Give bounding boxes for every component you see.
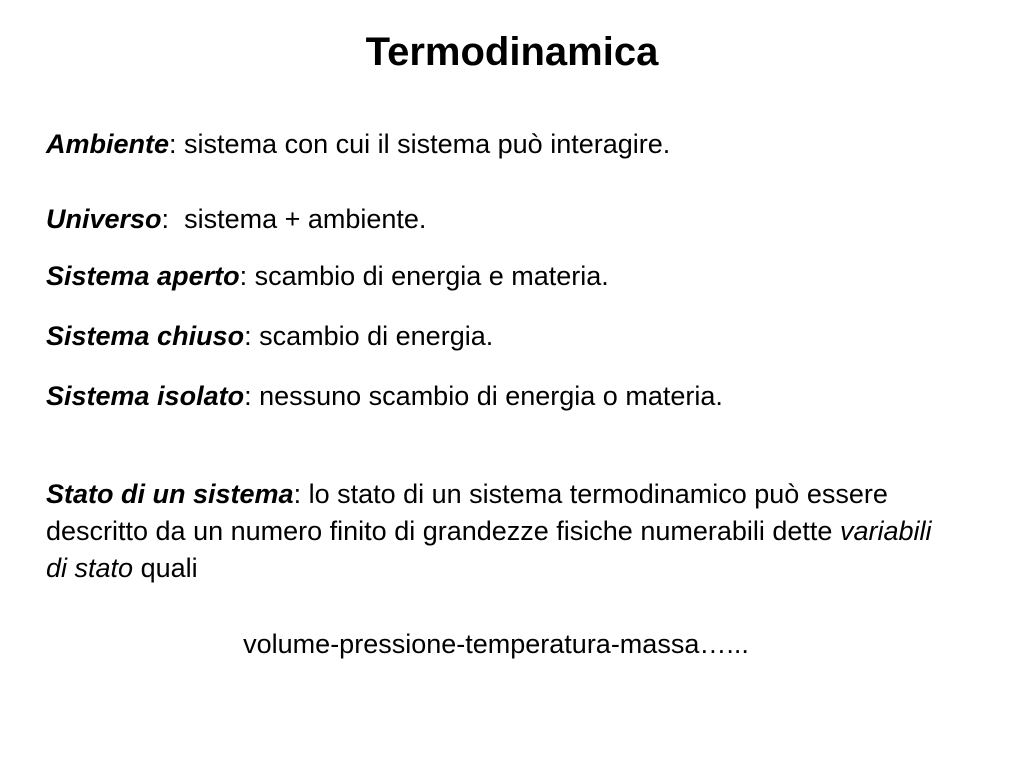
definition-separator: : xyxy=(169,129,177,159)
definition-separator: : xyxy=(244,381,252,411)
definition-text-end: quali xyxy=(133,553,198,583)
definition-term: Universo xyxy=(46,204,162,234)
italic-phrase: variabili di stato xyxy=(46,516,932,583)
definition-separator: : xyxy=(161,204,170,234)
slide-title: Termodinamica xyxy=(365,30,659,74)
definition-ambiente xyxy=(46,127,670,161)
definition-sistema-chiuso xyxy=(46,319,493,353)
definition-text: lo stato di un sistema termodinamico può essere descritto da un numero finito di grandezze fisiche numerabili dette xyxy=(46,479,888,546)
definition-stato-di-un-sistema xyxy=(46,476,946,587)
definition-term: Sistema aperto xyxy=(46,261,240,291)
state-variables-line: volume-pressione-temperatura-massa…... xyxy=(243,629,749,659)
definition-separator: : xyxy=(293,479,302,509)
definition-term: Sistema isolato xyxy=(46,381,245,411)
definition-text: sistema con cui il sistema può interagire. xyxy=(176,129,671,159)
definition-term: Ambiente xyxy=(46,129,170,159)
definition-term: Sistema chiuso xyxy=(46,321,245,351)
definition-term: Stato di un sistema xyxy=(46,479,294,509)
definition-text: scambio di energia. xyxy=(251,321,494,351)
definition-separator: : xyxy=(244,321,252,351)
definition-universo xyxy=(46,202,426,236)
definition-separator: : xyxy=(239,261,248,291)
definition-sistema-aperto xyxy=(46,259,609,293)
definition-text: nessuno scambio di energia o materia. xyxy=(251,381,723,411)
definition-sistema-isolato xyxy=(46,379,723,413)
definition-text: sistema + ambiente. xyxy=(169,204,427,234)
definition-text: scambio di energia e materia. xyxy=(247,261,609,291)
